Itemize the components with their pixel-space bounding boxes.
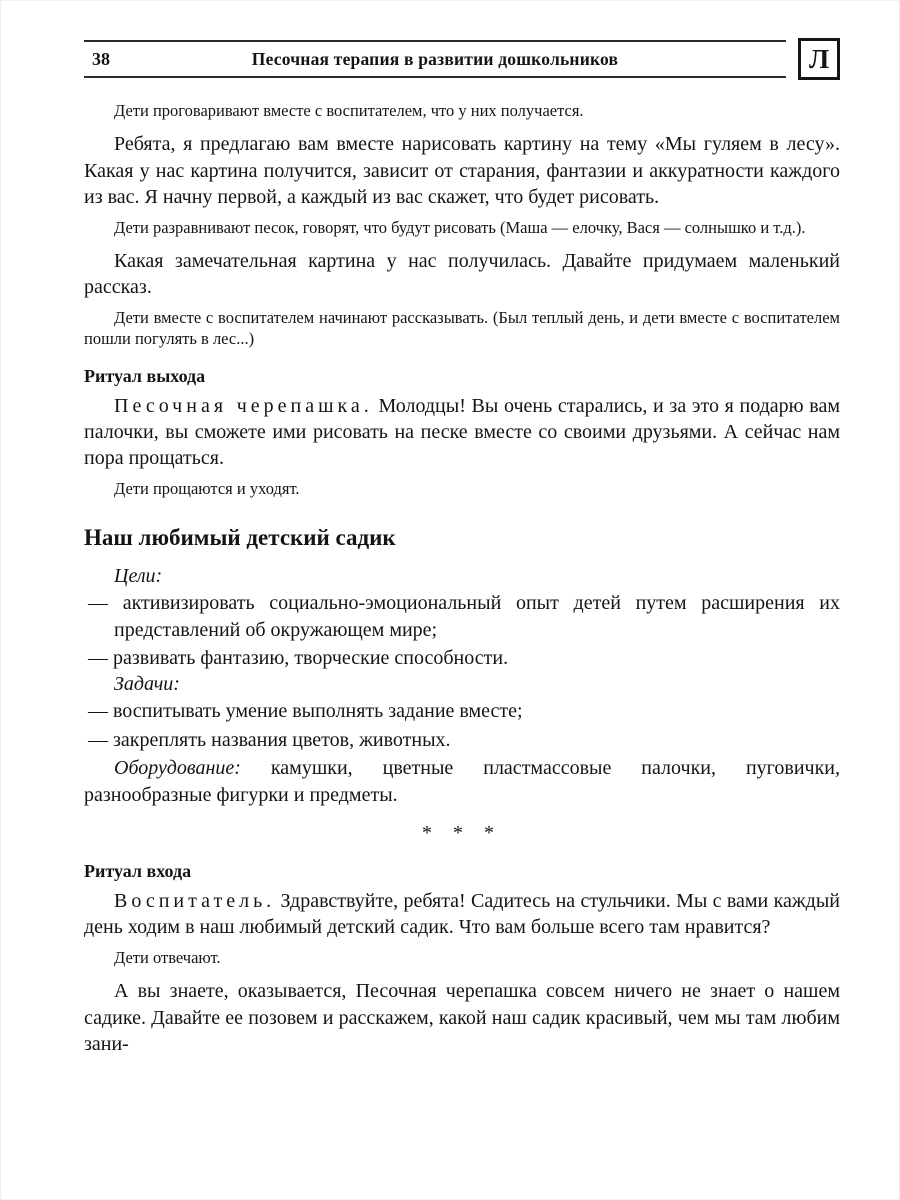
task-item: — воспитывать умение выполнять задание вместе; (88, 700, 523, 723)
dialogue-text: Молодцы! Вы очень старались, и за это я подарю вам палочки, вы сможете ими рисовать на песке вместе со своими друзьями. А сейчас нам пора прощаться. (84, 394, 840, 470)
goal-item: — активизировать социально-эмоциональный опыт детей путем расширения их представлений об окружающем мире; (88, 592, 840, 641)
goals-label: Цели: (114, 565, 163, 588)
stage-direction: Дети вместе с воспитателем начинают рассказывать. (Был теплый день, и дети вместе с воспитателем пошли погулять в лес...) (84, 307, 840, 349)
equipment-paragraph (84, 755, 840, 808)
equipment-text: камушки, цветные пластмассовые палочки, пуговички, разнообразные фигурки и предметы. (84, 757, 840, 806)
stage-direction: Дети прощаются и уходят. (114, 478, 300, 498)
stage-direction: Дети проговаривают вместе с воспитателем, что у них получается. (114, 101, 584, 120)
header-band (84, 40, 786, 78)
stage-direction: Дети отвечают. (114, 947, 221, 967)
dialogue-paragraph: А вы знаете, оказывается, Песочная черепашка совсем ничего не знает о нашем садике. Давайте ее позовем и расскажем, какой наш садик красивый, чем мы там любим зани- (84, 980, 840, 1056)
dialogue-paragraph (84, 888, 840, 941)
page-header (84, 40, 840, 80)
speaker-name: Песочная черепашка. (114, 394, 373, 417)
ritual-exit-heading: Ритуал выхода (84, 365, 206, 386)
task-item: — закреплять названия цветов, животных. (88, 728, 451, 751)
asterisk-separator: * * * (422, 822, 502, 845)
speaker-name: Воспитатель. (114, 890, 276, 913)
stage-direction: Дети разравнивают песок, говорят, что будут рисовать (Маша — елочку, Вася — солнышко и т.д.). (114, 217, 806, 237)
corner-letter-box: Л (798, 38, 840, 80)
section-heading: Наш любимый детский садик (84, 525, 396, 551)
dialogue-paragraph (84, 393, 840, 472)
dialogue-paragraph: Ребята, я предлагаю вам вместе нарисовать картину на тему «Мы гуляем в лесу». Какая у нас картина получится, зависит от старания, фантазии и аккуратности каждого из вас. Я начну первой, а каждый из вас скажет, что будет рисовать. (84, 133, 840, 209)
dialogue-paragraph: Какая замечательная картина у нас получилась. Давайте придумаем маленький рассказ. (84, 250, 840, 299)
page-number: 38 (92, 48, 110, 69)
equipment-label: Оборудование: (114, 757, 241, 780)
running-title: Песочная терапия в развитии дошкольников (251, 48, 619, 69)
goal-item: — развивать фантазию, творческие способности. (88, 647, 509, 670)
ritual-enter-heading: Ритуал входа (84, 861, 192, 882)
tasks-label: Задачи: (114, 673, 180, 696)
dialogue-text: Здравствуйте, ребята! Садитесь на стульчики. Мы с вами каждый день ходим в наш любимый детский садик. Что вам больше всего там нравится? (84, 890, 840, 939)
